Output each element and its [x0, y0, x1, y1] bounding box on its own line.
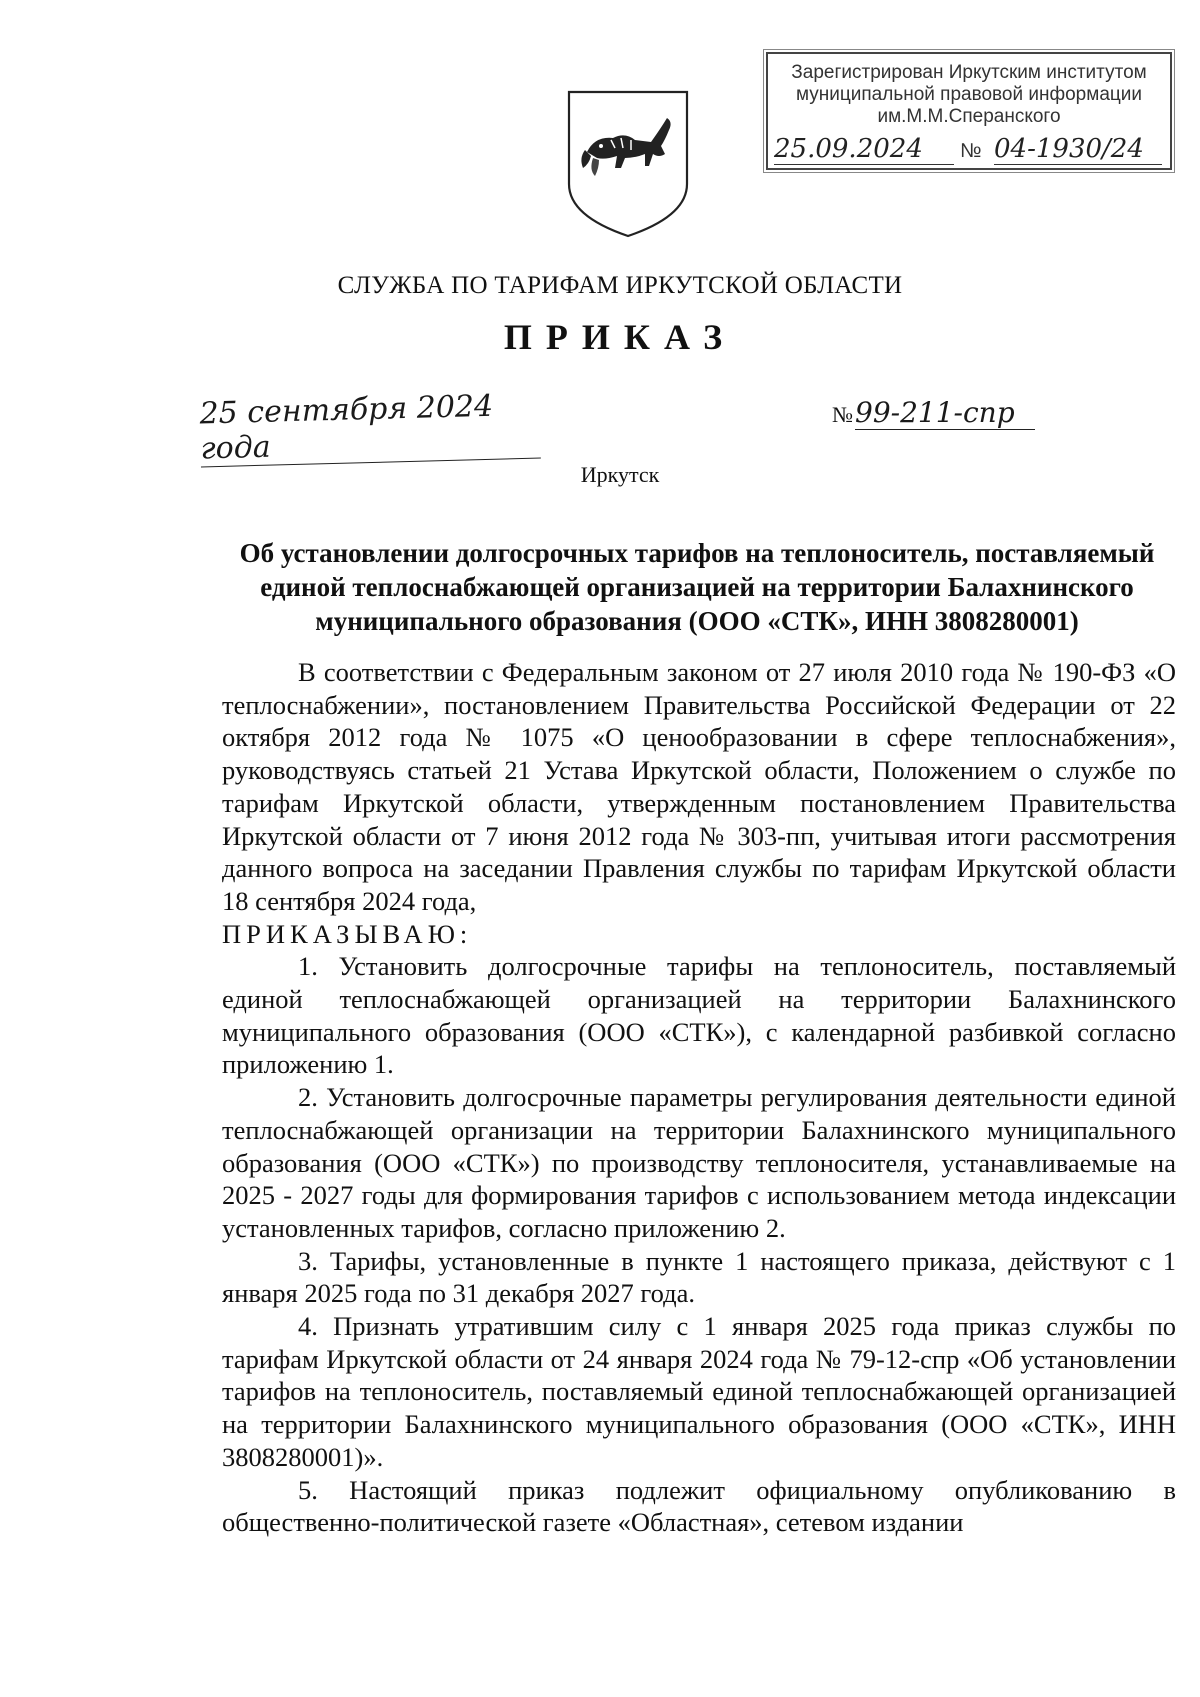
- preamble: В соответствии с Федеральным законом от 27 июля 2010 года № 190-ФЗ «О теплоснабжении», постановлением Правительства Российской Федерации от 22 октября 2012 года № 1075 «О ценообразовании в сфере теплоснабжения», руководствуясь статьей 21 Устава Иркутской области, Положением о службе по тарифам Иркутской области, утвержденным постановлением Правительства Иркутской области от 7 июня 2012 года № 303-пп, учитывая итоги рассмотрения данного вопроса на заседании Правления службы по тарифам Иркутской области 18 сентября 2024 года,: [222, 657, 1176, 916]
- item-4: 4. Признать утратившим силу с 1 января 2025 года приказ службы по тарифам Иркутской области от 24 января 2024 года № 79-12-спр «Об установлении тарифов на теплоноситель, поставляемый единой теплоснабжающей организацией на территории Балахнинского муниципального образования (ООО «СТК», ИНН 3808280001)».: [222, 1311, 1176, 1472]
- stamp-number-mark: №: [960, 140, 982, 162]
- item-2: 2. Установить долгосрочные параметры регулирования деятельности единой теплоснабжающей организации на территории Балахнинского муниципального образования (ООО «СТК») по производству теплоносителя, устанавливаемые на 2025 - 2027 годы для формирования тарифов с использованием метода индексации установленных тарифов, согласно приложению 2.: [222, 1082, 1176, 1243]
- stamp-line-2: муниципальной правовой информации: [796, 84, 1142, 105]
- stamp-number: 04-1930/24: [994, 134, 1162, 165]
- order-number-value: 99-211-спр: [855, 396, 1035, 430]
- document-type: ПРИКАЗ: [503, 317, 737, 357]
- city: Иркутск: [580, 462, 660, 487]
- irkutsk-coat-of-arms-icon: [565, 88, 691, 240]
- organization-name: СЛУЖБА ПО ТАРИФАМ ИРКУТСКОЙ ОБЛАСТИ: [337, 272, 903, 299]
- order-number: [832, 396, 1035, 430]
- item-1: 1. Установить долгосрочные тарифы на теплоноситель, поставляемый единой теплоснабжающей организацией на территории Балахнинского муниципального образования (ООО «СТК»), с календарной разбивкой согласно приложению 1.: [222, 951, 1176, 1080]
- document-title: Об установлении долгосрочных тарифов на теплоноситель, поставляемый единой теплоснабжающей организацией на территории Балахнинского муниципального образования (ООО «СТК», ИНН 3808280001): [239, 538, 1155, 636]
- stamp-line-1: Зарегистрирован Иркутским институтом: [791, 62, 1147, 83]
- order-number-prefix: №: [832, 402, 853, 427]
- item-3: 3. Тарифы, установленные в пункте 1 настоящего приказа, действуют с 1 января 2025 года по 31 декабря 2027 года.: [222, 1245, 1176, 1309]
- registration-stamp: [766, 52, 1172, 170]
- document-body: [222, 656, 1176, 1539]
- item-5: 5. Настоящий приказ подлежит официальному опубликованию в общественно-политической газете «Областная», сетевом издании: [222, 1474, 1176, 1538]
- order-word: ПРИКАЗЫВАЮ:: [222, 918, 473, 949]
- order-date: 25 сентября 2024 года: [199, 388, 541, 468]
- stamp-line-3: им.М.М.Сперанского: [877, 106, 1061, 127]
- stamp-date: 25.09.2024: [774, 134, 954, 165]
